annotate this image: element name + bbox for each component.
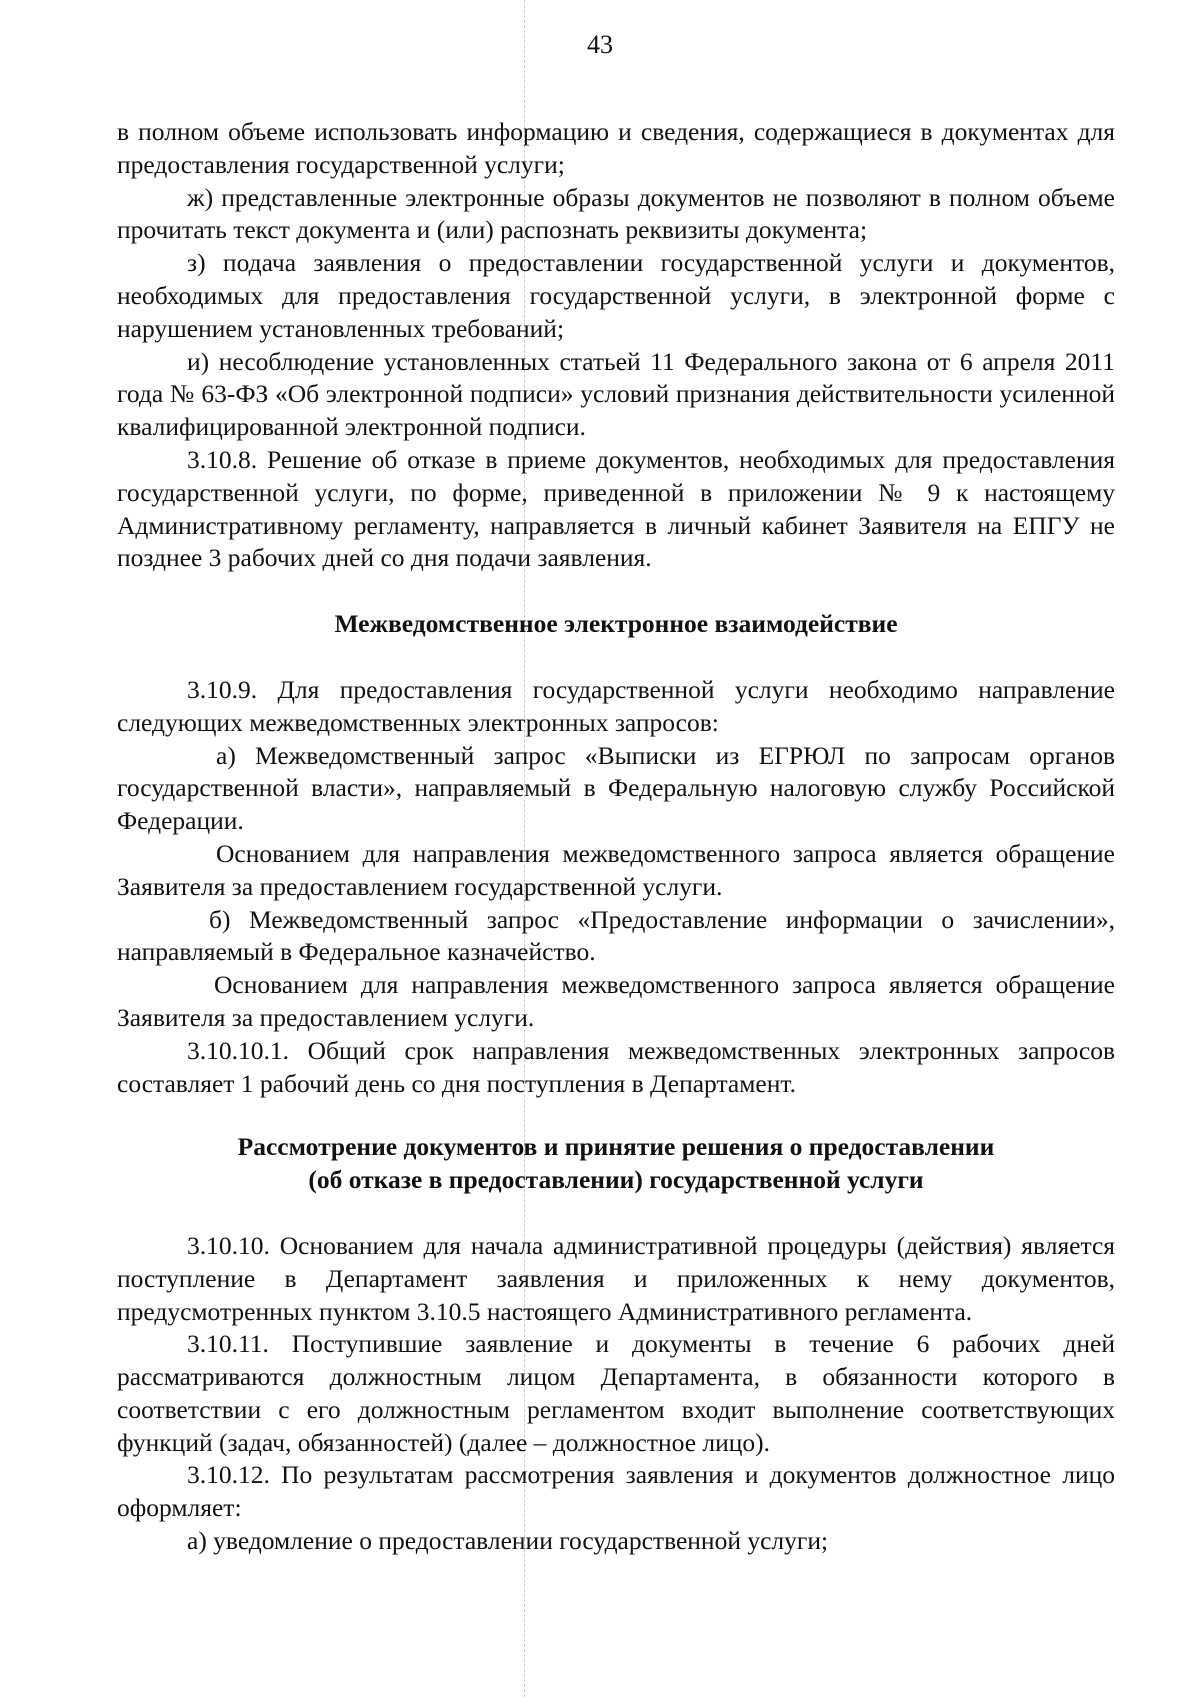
paragraph: в полном объеме использовать информацию и сведения, содержащиеся в документах для предоставления государственной услуги; (117, 117, 1115, 179)
paragraph: 3.10.9. Для предоставления государственной услуги необходимо направление следующих межведомственных электронных запросов: (117, 674, 1115, 737)
document-body (117, 116, 1115, 1558)
section-heading: (об отказе в предоставлении) государственной услуги (308, 1165, 924, 1195)
paragraph: Основанием для направления межведомственного запроса является обращение Заявителя за предоставлением услуги. (117, 970, 1115, 1032)
paragraph: з) подача заявления о предоставлении государственной услуги и документов, необходимых для предоставления государственной услуги, в электронной форме с нарушением установленных требований; (117, 248, 1115, 343)
paragraph: 3.10.10. Основанием для начала административной процедуры (действия) является поступление в Департамент заявления и приложенных к нему документов, предусмотренных пунктом 3.10.5 настоящего Административного регламента. (117, 1230, 1115, 1326)
paragraph: а) Межведомственный запрос «Выписки из ЕГРЮЛ по запросам органов государственной власти», направляемый в Федеральную налоговую службу Российской Федерации. (117, 740, 1115, 836)
section-heading: Межведомственное электронное взаимодействие (334, 609, 898, 639)
paragraph: 3.10.8. Решение об отказе в приеме документов, необходимых для предоставления государственной услуги, по форме, приведенной в приложении № 9 к настоящему Административному регламенту, направляется в личный кабинет Заявителя на ЕПГУ не позднее 3 рабочих дней со дня подачи заявления. (117, 444, 1115, 573)
paragraph: 3.10.11. Поступившие заявление и документы в течение 6 рабочих дней рассматриваются должностным лицом Департамента, в обязанности которого в соответствии с его должностным регламентом входит выполнение соответствующих функций (задач, обязанностей) (далее – должностное лицо). (117, 1329, 1115, 1457)
paragraph: б) Межведомственный запрос «Предоставление информации о зачислении», направляемый в Федеральное казначейство. (117, 904, 1115, 967)
paragraph: 3.10.12. По результатам рассмотрения заявления и документов должностное лицо оформляет: (117, 1460, 1115, 1523)
page-number: 43 (587, 30, 613, 59)
paragraph: Основанием для направления межведомственного запроса является обращение Заявителя за предоставлением государственной услуги. (117, 838, 1115, 901)
paragraph: и) несоблюдение установленных статьей 11 Федерального закона от 6 апреля 2011 года № 63-ФЗ «Об электронной подписи» условий признания действительности усиленной квалифицированной электронной подписи. (117, 346, 1115, 442)
paragraph: ж) представленные электронные образы документов не позволяют в полном объеме прочитать текст документа и (или) распознать реквизиты документа; (117, 182, 1115, 245)
paragraph: а) уведомление о предоставлении государственной услуги; (187, 1526, 829, 1556)
paragraph: 3.10.10.1. Общий срок направления межведомственных электронных запросов составляет 1 рабочий день со дня поступления в Департамент. (117, 1035, 1115, 1098)
section-heading: Рассмотрение документов и принятие решения о предоставлении (237, 1132, 995, 1162)
